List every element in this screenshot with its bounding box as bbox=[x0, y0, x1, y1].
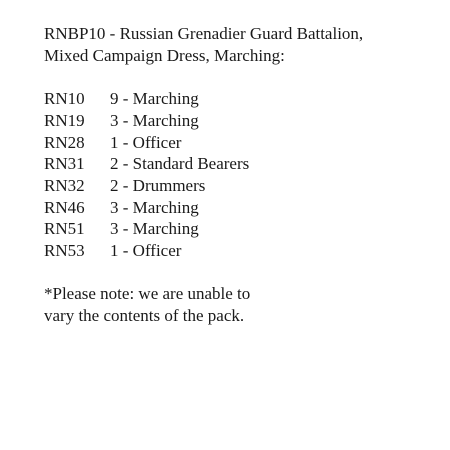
item-description: 3 - Marching bbox=[110, 197, 199, 217]
list-item bbox=[44, 175, 444, 197]
item-code: RN10 bbox=[44, 89, 85, 109]
item-code: RN51 bbox=[44, 219, 85, 239]
item-code: RN53 bbox=[44, 241, 85, 261]
pack-description bbox=[44, 23, 444, 327]
item-code: RN28 bbox=[44, 132, 85, 152]
item-code: RN46 bbox=[44, 197, 85, 217]
item-code: RN31 bbox=[44, 154, 85, 174]
item-description: 9 - Marching bbox=[110, 89, 199, 109]
pack-note-line-1: *Please note: we are unable to bbox=[44, 284, 251, 304]
pack-title-line-1: RNBP10 - Russian Grenadier Guard Battalion, bbox=[44, 24, 364, 43]
item-code: RN19 bbox=[44, 110, 85, 130]
pack-title-line-2: Mixed Campaign Dress, Marching: bbox=[44, 45, 285, 65]
item-code: RN32 bbox=[44, 175, 85, 195]
list-item bbox=[44, 240, 444, 262]
pack-contents-list bbox=[44, 88, 444, 262]
list-item bbox=[44, 218, 444, 240]
item-description: 2 - Drummers bbox=[110, 175, 206, 195]
list-item bbox=[44, 110, 444, 132]
list-item bbox=[44, 88, 444, 110]
pack-note bbox=[44, 283, 444, 326]
list-item bbox=[44, 153, 444, 175]
item-description: 3 - Marching bbox=[110, 219, 199, 239]
pack-title bbox=[44, 23, 444, 66]
item-description: 1 - Officer bbox=[110, 132, 182, 152]
list-item bbox=[44, 132, 444, 154]
item-description: 1 - Officer bbox=[110, 241, 182, 261]
pack-note-line-2: vary the contents of the pack. bbox=[44, 306, 245, 326]
item-description: 2 - Standard Bearers bbox=[110, 154, 250, 174]
item-description: 3 - Marching bbox=[110, 110, 199, 130]
list-item bbox=[44, 197, 444, 219]
